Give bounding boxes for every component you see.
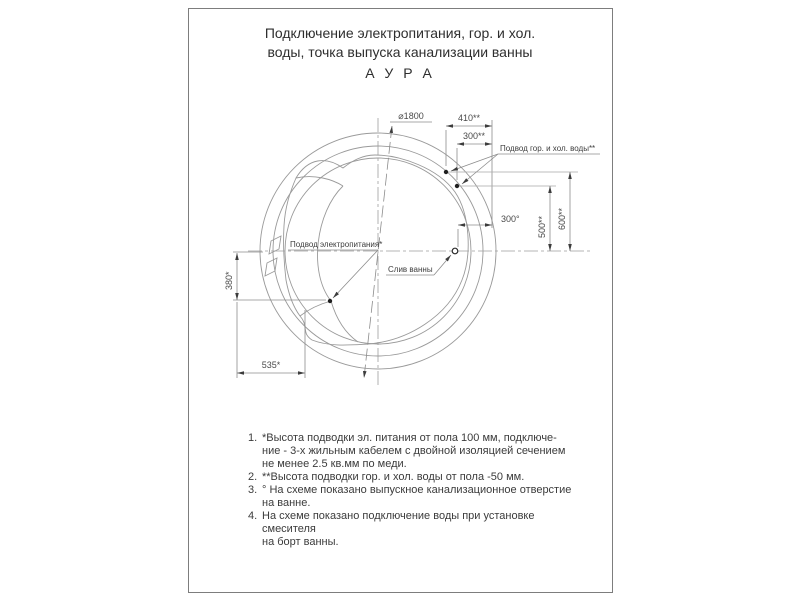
page-title-line-2: воды, точка выпуска канализации ванны: [267, 44, 533, 60]
note-number: 4.: [248, 510, 258, 522]
note-number: 2.: [248, 471, 258, 483]
note-item-1: [248, 432, 588, 471]
page-title-line-1: Подключение электропитания, гор. и хол.: [264, 25, 536, 41]
note-text: [262, 484, 588, 510]
power-supply-callout: [288, 240, 382, 303]
drain-point: [452, 248, 458, 254]
note-line: **Высота подводки гор. и хол. воды от пола -50 мм.: [262, 471, 525, 483]
note-item-3: [248, 484, 588, 510]
power-supply-label: Подвод электропитания*: [290, 240, 383, 249]
note-item-2: [248, 471, 588, 484]
bath-model-name: А У Р А: [365, 65, 435, 81]
note-line: ° На схеме показано выпускное канализационное отверстие: [262, 484, 572, 496]
dim-535-label: 535*: [261, 360, 281, 370]
leader-to-power-point: [333, 250, 378, 298]
note-item-4: [248, 510, 588, 549]
note-line: на ванне.: [262, 497, 311, 509]
power-supply-point: [328, 299, 332, 303]
note-number: 1.: [248, 432, 258, 444]
note-line: На схеме показано подключение воды при установке смесителя: [262, 510, 535, 535]
water-supply-callout: [444, 144, 600, 188]
dim-600-label: 600**: [557, 207, 567, 230]
water-supply-label: Подвод гор. и хол. воды**: [500, 144, 596, 153]
dim-380-label: 380*: [224, 271, 234, 290]
leader-to-lower-point: [462, 154, 498, 184]
water-supply-point-lower: [455, 184, 459, 188]
note-text: [262, 471, 588, 484]
note-number: 3.: [248, 484, 258, 496]
dimension-300-top: [457, 131, 492, 180]
note-line: на борт ванны.: [262, 536, 339, 548]
center-lines: [248, 118, 592, 385]
leader-to-upper-point: [451, 154, 498, 171]
dimension-535: [237, 302, 305, 378]
water-supply-point-upper: [444, 170, 448, 174]
note-text: [262, 432, 588, 471]
dim-300-drain-label: 300°: [501, 214, 520, 224]
dimension-600: [557, 172, 570, 251]
notes-list: [248, 432, 588, 549]
dim-410-label: 410**: [457, 113, 481, 123]
drain-label: Слив ванны: [388, 265, 433, 274]
note-line: ние - 3-х жильным кабелем с двойной изоляцией сечением: [262, 445, 566, 457]
dim-300-top-label: 300**: [462, 131, 486, 141]
drain-callout: [386, 248, 458, 275]
note-line: не менее 2.5 кв.мм по меди.: [262, 458, 407, 470]
note-line: *Высота подводки эл. питания от пола 100 мм, подключе-: [262, 432, 557, 444]
leader-to-drain: [434, 255, 451, 275]
note-text: [262, 510, 588, 549]
dimension-500: [537, 186, 550, 251]
bowl-cusp-edge: [331, 301, 358, 342]
dim-500-label: 500**: [537, 215, 547, 238]
diameter-label: ⌀1800: [398, 111, 424, 121]
